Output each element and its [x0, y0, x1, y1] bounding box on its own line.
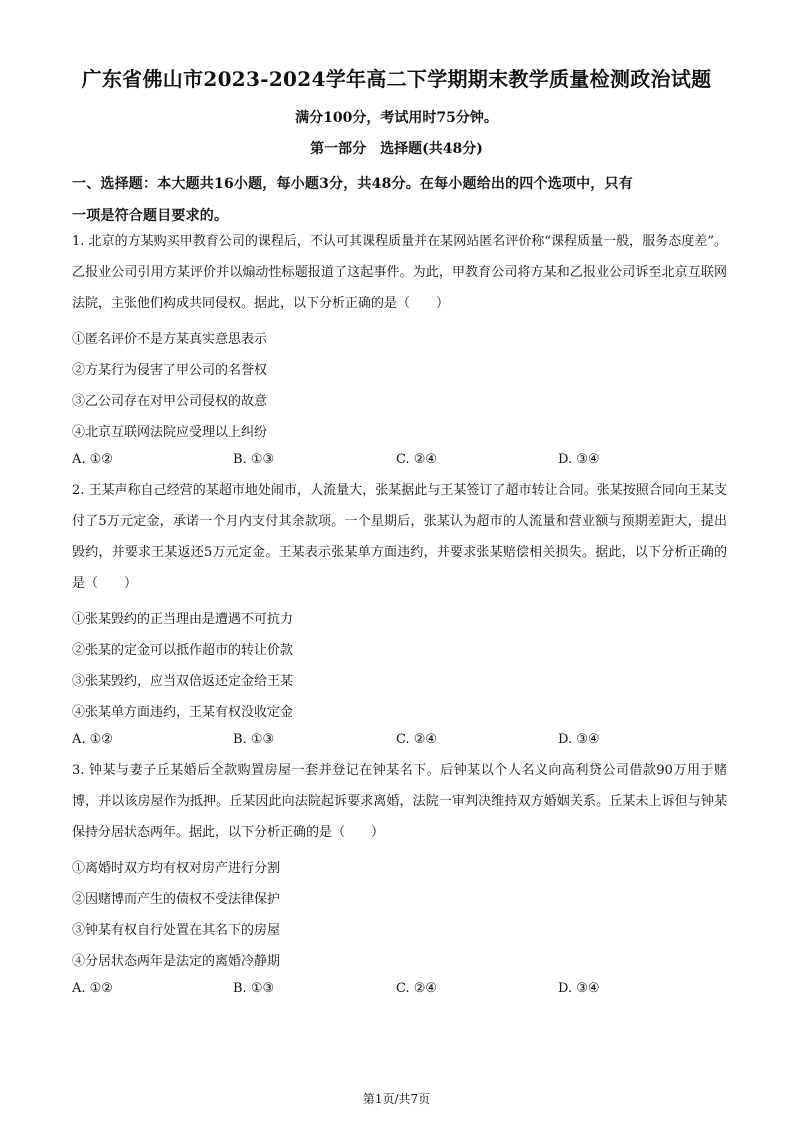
question-3-choice-c: C. ②④ — [396, 981, 438, 996]
section-instructions-line1: 一、选择题：本大题共16小题，每小题3分，共48分。在每小题给出的四个选项中，只有 — [72, 176, 633, 192]
question-2-choice-c: C. ②④ — [396, 732, 438, 747]
question-2-choice-d: D. ③④ — [558, 732, 600, 747]
question-3-choice-a: A. ①② — [72, 981, 113, 996]
question-3-item-1: ①离婚时双方均有权对房产进行分割 — [72, 861, 281, 876]
question-3-choice-b: B. ①③ — [233, 981, 275, 996]
question-2-choices — [72, 732, 732, 752]
question-2-item-2: ②张某的定金可以抵作超市的转让价款 — [72, 643, 294, 658]
question-1-stem: 1. 北京的方某购买甲教育公司的课程后，不认可其课程质量并在某网站匿名评价称“课程质量一般，服务态度差”。乙报业公司引用方某评价并以煽动性标题报道了这起事件。为此，甲教育公司将方某和乙报业公司诉至北京互联网法院，主张他们构成共同侵权。据此，以下分析正确的是（ ） — [72, 234, 727, 311]
exam-info: 满分100分，考试用时75分钟。 — [295, 110, 498, 126]
question-3-choices — [72, 981, 732, 1001]
question-1-item-2: ②方某行为侵害了甲公司的名誉权 — [72, 363, 268, 378]
section-instructions — [72, 168, 732, 232]
question-2-choice-a: A. ①② — [72, 732, 113, 747]
question-3-item-3: ③钟某有权自行处置在其名下的房屋 — [72, 923, 281, 938]
question-1-item-4: ④北京互联网法院应受理以上纠纷 — [72, 425, 268, 440]
question-2-item-4: ④张某单方面违约，王某有权没收定金 — [72, 705, 294, 720]
question-2-stem: 2. 王某声称自己经营的某超市地处闹市，人流量大，张某据此与王某签订了超市转让合同。张某按照合同向王某支付了5万元定金，承诺一个月内支付其余款项。一个星期后，张某认为超市的人流量和营业额与预期差距大，提出毁约，并要求王某返还5万元定金。王某表示张某单方面违约，并要求张某赔偿相关损失。据此，以下分析正确的是（ ） — [72, 483, 727, 591]
question-1-choices — [72, 452, 732, 472]
part-heading: 第一部分 选择题(共48分) — [310, 141, 483, 157]
question-3-item-4: ④分居状态两年是法定的离婚冷静期 — [72, 954, 281, 969]
question-3-choice-d: D. ③④ — [558, 981, 600, 996]
section-instructions-line2: 一项是符合题目要求的。 — [72, 208, 229, 224]
question-2-item-1: ①张某毁约的正当理由是遭遇不可抗力 — [72, 612, 294, 627]
question-1-choice-c: C. ②④ — [396, 452, 438, 467]
page-title: 广东省佛山市2023-2024学年高二下学期期末教学质量检测政治试题 — [81, 67, 712, 91]
question-2-item-3: ③张某毁约，应当双倍返还定金给王某 — [72, 674, 294, 689]
question-1-choice-b: B. ①③ — [233, 452, 275, 467]
question-1-choice-d: D. ③④ — [558, 452, 600, 467]
question-1-choice-a: A. ①② — [72, 452, 113, 467]
question-3-stem: 3. 钟某与妻子丘某婚后全款购置房屋一套并登记在钟某名下。后钟某以个人名义向高利贷公司借款90万用于赌博，并以该房屋作为抵押。丘某因此向法院起诉要求离婚，法院一审判决维持双方婚姻关系。丘某未上诉但与钟某保持分居状态两年。据此，以下分析正确的是（ ） — [72, 763, 727, 840]
question-2-choice-b: B. ①③ — [233, 732, 275, 747]
question-3-item-2: ②因赌博而产生的债权不受法律保护 — [72, 892, 281, 907]
question-1-item-3: ③乙公司存在对甲公司侵权的故意 — [72, 394, 268, 409]
question-1-item-1: ①匿名评价不是方某真实意思表示 — [72, 332, 268, 347]
page-number: 第1页/共7页 — [362, 1092, 431, 1106]
